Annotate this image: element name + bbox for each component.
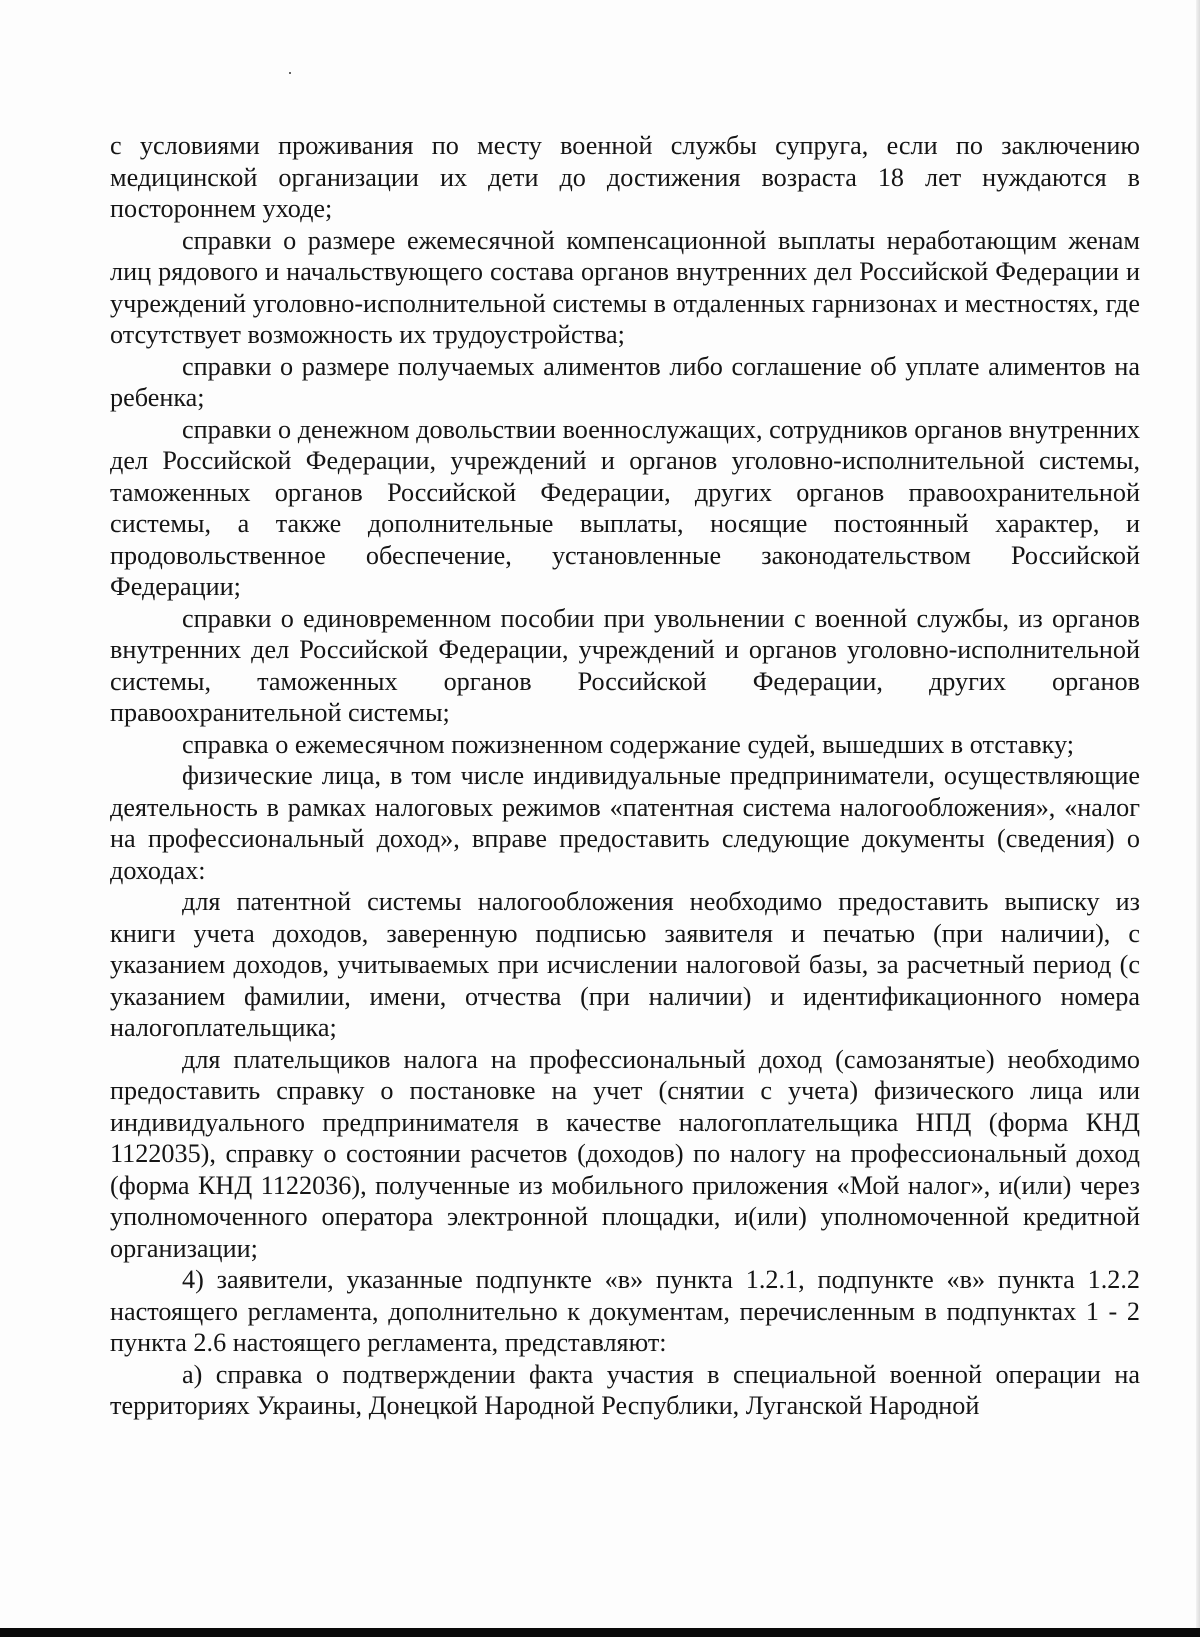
paragraph-self-employed: для плательщиков налога на профессиональный доход (самозанятые) необходимо предоставить справку о постановке на учет (снятии с учета) физического лица или индивидуального предпринимателя в качестве налогоплательщика НПД (форма КНД 1122035), справку о состоянии расчетов (доходов) по налогу на профессиональный доход (форма КНД 1122036), полученные из мобильного приложения «Мой налог», и(или) через уполномоченного оператора электронной площадки, и(или) уполномоченной кредитной организации; bbox=[110, 1044, 1140, 1263]
paragraph-continuation: с условиями проживания по месту военной службы супруга, если по заключению медицинской организации их дети до достижения возраста 18 лет нуждаются в постороннем уходе; bbox=[110, 131, 1140, 223]
paragraph-svo-certificate: а) справка о подтверждении факта участия в специальной военной операции на территориях Украины, Донецкой Народной Республики, Луганской Народной bbox=[110, 1359, 1140, 1420]
paragraph-compensation-payment: справки о размере ежемесячной компенсационной выплаты неработающим женам лиц рядового и начальствующего состава органов внутренних дел Российской Федерации и учреждений уголовно-исполнительной системы в отдаленных гарнизонах и местностях, где отсутствует возможность их трудоустройства; bbox=[110, 225, 1140, 349]
document-body bbox=[110, 130, 1140, 1422]
paragraph-discharge-allowance: справки о единовременном пособии при увольнении с военной службы, из органов внутренних дел Российской Федерации, учреждений и органов уголовно-исполнительной системы, таможенных органов Российской Федерации, других органов правоохранительной системы; bbox=[110, 603, 1140, 727]
paragraph-patent-system: для патентной системы налогообложения необходимо предоставить выписку из книги учета доходов, заверенную подписью заявителя и печатью (при наличии), с указанием доходов, учитываемых при исчислении налоговой базы, за расчетный период (с указанием фамилии, имени, отчества (при наличии) и идентификационного номера налогоплательщика; bbox=[110, 887, 1140, 1042]
paragraph-military-allowance: справки о денежном довольствии военнослужащих, сотрудников органов внутренних дел Российской Федерации, учреждений и органов уголовно-исполнительной системы, таможенных органов Российской Федерации, других органов правоохранительной системы, а также дополнительные выплаты, носящие постоянный характер, и продовольственное обеспечение, установленные законодательством Российской Федерации; bbox=[110, 414, 1140, 601]
scan-speck bbox=[289, 72, 291, 74]
scan-right-edge bbox=[1196, 0, 1200, 1637]
paragraph-applicants-item-4: 4) заявители, указанные подпункте «в» пункта 1.2.1, подпункте «в» пункта 1.2.2 настоящего регламента, дополнительно к документам, перечисленным в подпунктах 1 - 2 пункта 2.6 настоящего регламента, представляют: bbox=[110, 1265, 1140, 1357]
scan-bottom-edge bbox=[0, 1628, 1200, 1637]
paragraph-alimony: справки о размере получаемых алиментов либо соглашение об уплате алиментов на ребенка; bbox=[110, 351, 1140, 412]
paragraph-judges-pension: справка о ежемесячном пожизненном содержание судей, вышедших в отставку; bbox=[182, 729, 1074, 759]
paragraph-individuals-tax-regimes: физические лица, в том числе индивидуальные предприниматели, осуществляющие деятельность в рамках налоговых режимов «патентная система налогообложения», «налог на профессиональный доход», вправе предоставить следующие документы (сведения) о доходах: bbox=[110, 761, 1140, 885]
